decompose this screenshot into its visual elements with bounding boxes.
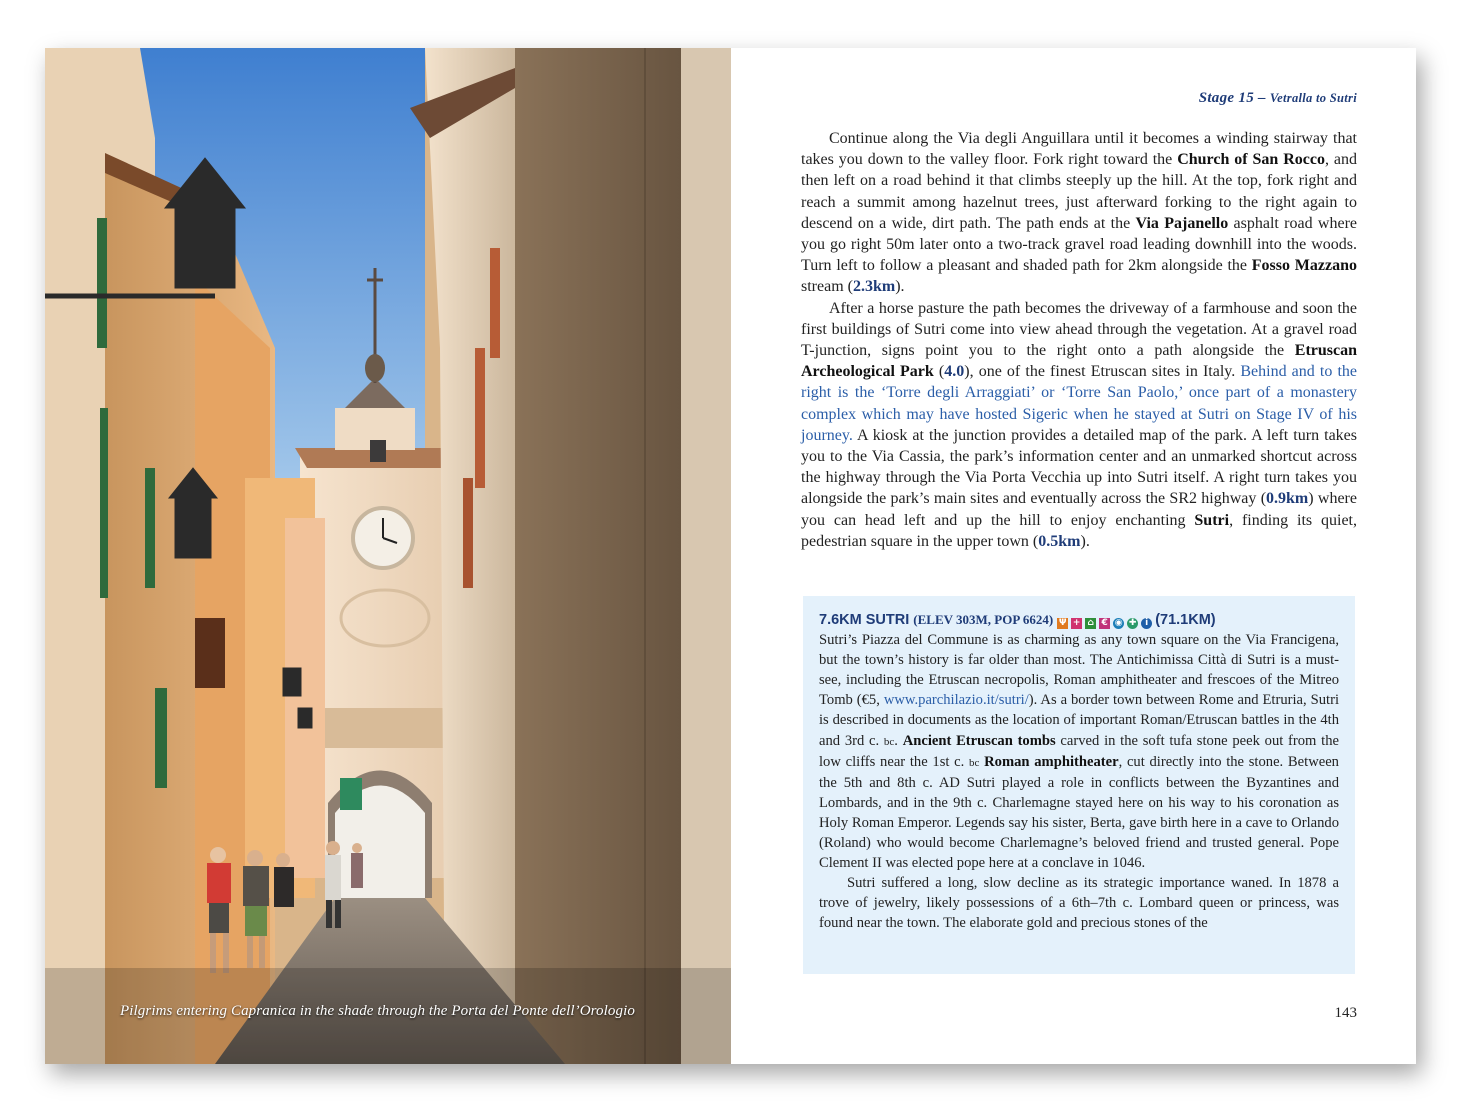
town-info-content	[819, 610, 1339, 934]
capranica-street-illustration	[45, 48, 731, 1064]
town-info-box	[803, 596, 1355, 974]
distance-marker: 2.3km	[852, 278, 896, 296]
text-run: asphalt road where you go right 50m later onto a two-track gravel road leading downhill into the woods. Turn left to follow a pleasant and shaded path for 2km alongside the	[801, 214, 1357, 275]
text-run: stream (	[801, 278, 853, 296]
place-etruscan-archeological-park: Etruscan Archeological Park	[801, 342, 1357, 381]
text-run: Sutri’s Piazza del Commune is as charming as any town square on the Via Francigena, but the town’s history is far older than most. The Antichimissa Città di Sutri is a must-see, including the Etruscan necropolis, Roman amphitheater and frescoes of the Mitreo Tomb (€5,	[819, 632, 1339, 709]
text-run: ).	[1080, 532, 1090, 550]
lodging-icon: ⌂	[1085, 618, 1096, 629]
park-website-link[interactable]: www.parchilazio.it/sutri/	[883, 692, 1029, 709]
text-run: Continue along the Via degli Anguillara until it becomes a winding stairway that takes you down to the valley floor. Fork right toward the	[801, 130, 1357, 169]
site-etruscan-tombs: Ancient Etruscan tombs	[902, 732, 1056, 749]
distance-marker: 0.5km	[1038, 532, 1081, 550]
facility-icons	[1057, 612, 1155, 628]
place-fosso-mazzano: Fosso Mazzano	[1251, 257, 1357, 275]
place-via-pajanello: Via Pajanello	[1135, 214, 1229, 232]
text-run: ), one of the finest Etruscan sites in Italy.	[964, 363, 1241, 381]
text-run: carved in the soft tufa stone peek out from the low cliffs near the 1st c.	[819, 732, 1339, 770]
bank-icon: ◉	[1114, 618, 1123, 628]
street-photo	[45, 48, 731, 1064]
text-run: , finding its quiet, pedestrian square in the upper town (	[801, 511, 1357, 550]
cumulative-distance: (71.1KM)	[1155, 612, 1216, 628]
info-icon: i	[1141, 618, 1152, 629]
running-head-stage: Stage 15 –	[1198, 90, 1266, 106]
running-head-route: Vetralla to Sutri	[1269, 91, 1357, 105]
text-run: .	[894, 732, 903, 749]
text-run: A kiosk at the junction provides a detailed map of the park. A left turn takes you to the Via Cassia, the park’s information center and an unmarked shortcut across the highway through the Via Porta Vecchia up into Sutri itself. A right turn takes you alongside the park’s main sites and eventually across the SR2 highway (	[801, 426, 1357, 508]
era-abbrev: bc	[883, 735, 895, 748]
paragraph-2	[801, 298, 1357, 552]
paragraph-1	[801, 128, 1357, 298]
page-number: 143	[1334, 1005, 1357, 1021]
book-spread	[45, 48, 1416, 1064]
info-paragraph-2: Sutri suffered a long, slow decline as its strategic importance waned. In 1878 a trove of jewelry, likely possessions of a 6th–7th c. Lombard queen or princess, was found near the town. The elaborate gold and precious stones of the	[819, 875, 1339, 932]
photo-caption: Pilgrims entering Capranica in the shade through the Porta del Ponte dell’Orologio	[120, 1003, 635, 1019]
hospital-icon: ✚	[1128, 618, 1137, 628]
info-paragraph-1	[819, 630, 1339, 873]
era-abbrev: bc	[969, 756, 980, 769]
town-elevation-population: (ELEV 303M, POP 6624)	[913, 612, 1054, 627]
running-head	[1199, 90, 1357, 107]
place-sutri: Sutri	[1194, 511, 1230, 529]
restaurant-icon: Ψ	[1058, 618, 1067, 628]
text-run: ). As a border town between Rome and Etruria, Sutri is described in documents as the location of important Roman/Etruscan battles in the 4th and 3rd c.	[819, 692, 1340, 749]
historical-note: Behind and to the right is the ‘Torre degli Arraggiati’ or ‘Torre San Paolo,’ once part of a monastery complex which may have hosted Sigeric when he stayed at Sutri on Stage IV of his journey.	[801, 363, 1358, 444]
site-roman-amphitheater: Roman amphitheater	[984, 753, 1119, 770]
shop-icon: €	[1099, 618, 1110, 629]
text-page	[731, 48, 1416, 1064]
text-run: After a horse pasture the path becomes the driveway of a farmhouse and soon the first buildings of Sutri come into view ahead through the vegetation. At a gravel road T-junction, signs point you to the right onto a path alongside the	[801, 299, 1357, 360]
text-run: , cut directly into the stone. Between the 5th and 8th c. AD Sutri played a role in conflicts between the Byzantines and Lombards, and in the 9th c. Charlemagne stayed here on his way to his coronation as Holy Roman Emperor. Legends say his sister, Berta, gave birth here in a cave to Orlando (Roland) who would become Charlemagne’s beloved friend and trusted general. Pope Clement II was elected pope here at a conclave in 1046.	[819, 753, 1339, 872]
text-run: , and then left on a road behind it that climbs steeply up the hill. At the top, fork right and reach a summit among hazelnut trees, just afterward forking to the right again to descend on a wide, dirt path. The path ends at the	[801, 151, 1358, 232]
town-info-title	[819, 610, 1339, 630]
body-text	[801, 128, 1357, 552]
text-run: ).	[895, 278, 905, 296]
town-name: 7.6KM SUTRI	[819, 612, 910, 628]
distance-marker: 0.9km	[1266, 490, 1309, 508]
text-run: ) where you can head left and up the hill to enjoy enchanting	[801, 490, 1357, 529]
pharmacy-icon: +	[1072, 618, 1081, 628]
place-church-of-san-rocco: Church of San Rocco	[1177, 151, 1325, 169]
text-run: (	[933, 363, 945, 381]
distance-marker: 4.0	[944, 363, 965, 381]
